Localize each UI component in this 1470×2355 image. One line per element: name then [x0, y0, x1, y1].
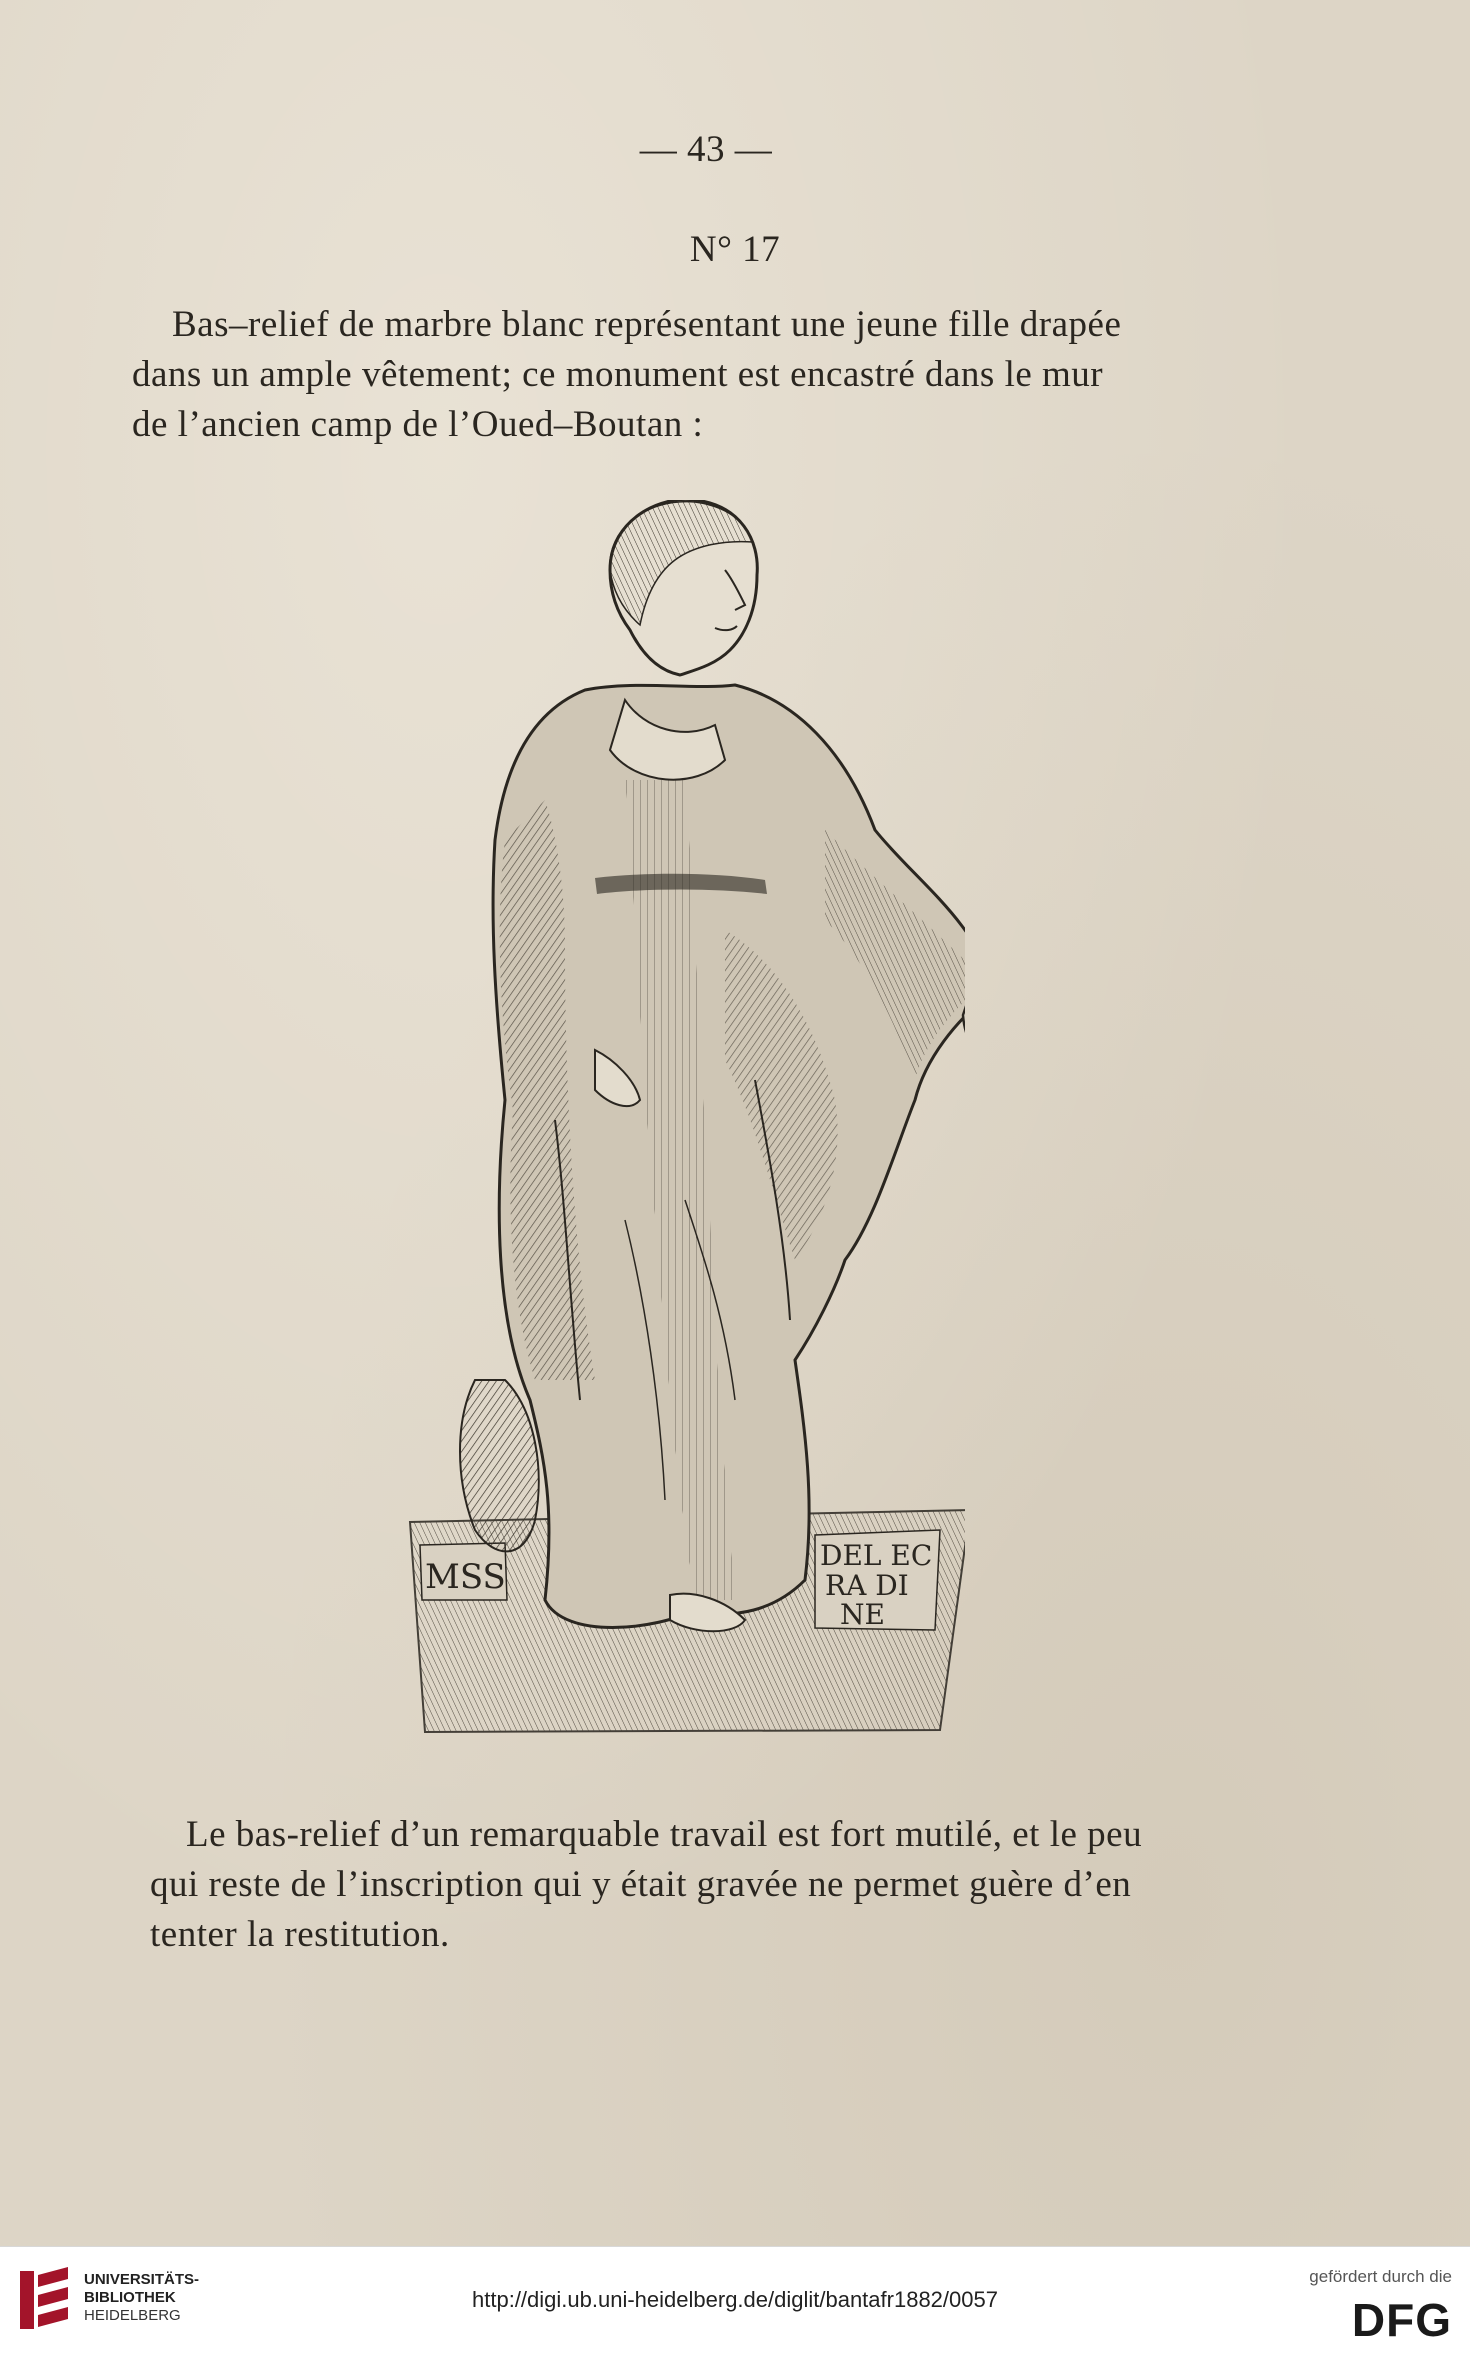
paragraph-line: qui reste de l’inscription qui y était gravée ne permet guère d’en — [150, 1864, 1132, 1905]
library-name-line: BIBLIOTHEK — [84, 2289, 176, 2306]
paragraph-line: tenter la restitution. — [150, 1914, 450, 1955]
dfg-logo[interactable]: DFG — [1351, 2294, 1452, 2346]
closing-paragraph — [150, 1810, 1302, 1960]
inscription-right-line: RA DI — [825, 1569, 909, 1602]
item-number: N° 17 — [689, 229, 781, 270]
library-name-line: UNIVERSITÄTS- — [84, 2271, 200, 2288]
paragraph-line: Bas–relief de marbre blanc représentant une jeune fille drapée — [172, 304, 1122, 345]
inscription-right-line: DEL EC — [820, 1539, 933, 1572]
paragraph-line: dans un ample vêtement; ce monument est encastré dans le mur — [132, 354, 1104, 395]
paragraph-line: Le bas-relief d’un remarquable travail est fort mutilé, et le peu — [186, 1814, 1143, 1855]
inscription-right-line: NE — [840, 1598, 885, 1631]
inscription-left: MSS — [425, 1557, 506, 1597]
bas-relief-engraving — [395, 500, 965, 1750]
paragraph-line: de l’ancien camp de l’Oued–Boutan : — [132, 404, 704, 445]
library-name-line: HEIDELBERG — [84, 2307, 181, 2324]
intro-paragraph — [132, 300, 1284, 450]
permalink-url[interactable]: http://digi.ub.uni-heidelberg.de/diglit/bantafr1882/0057 — [472, 2287, 998, 2312]
footer-bar — [0, 2246, 1470, 2355]
funded-by-label: gefördert durch die — [1309, 2267, 1452, 2286]
page-number: — 43 — — [639, 129, 773, 170]
